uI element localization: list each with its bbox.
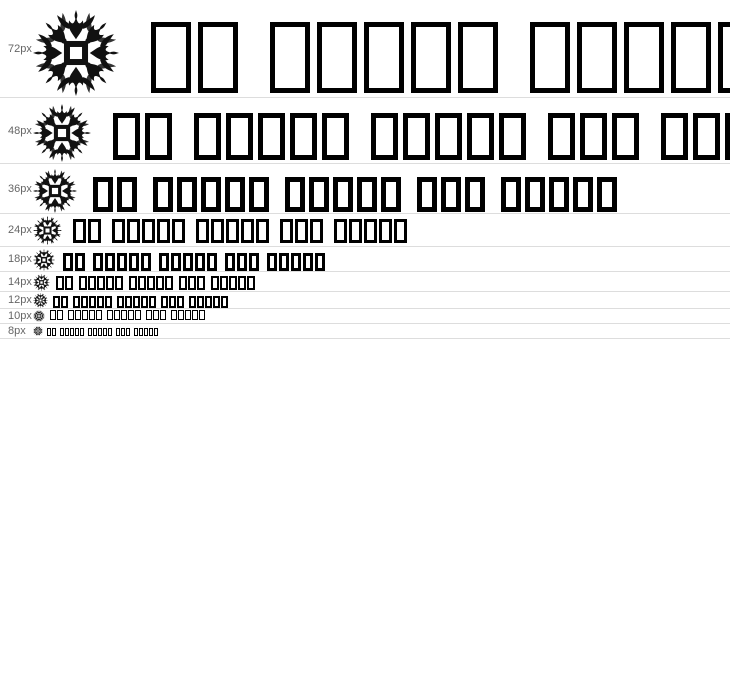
ornamental-star-icon (33, 310, 45, 322)
missing-glyph-box (458, 22, 498, 93)
size-label: 14px (8, 275, 32, 288)
glyph-word (134, 326, 158, 337)
sample-text (33, 98, 730, 163)
missing-glyph-box (197, 296, 204, 308)
glyph-word (334, 215, 407, 246)
sample-text-cell (33, 292, 730, 309)
missing-glyph-box (441, 177, 461, 212)
missing-glyph-box (322, 113, 349, 160)
sample-text (33, 272, 730, 291)
missing-glyph-box (65, 328, 69, 336)
preview-row (0, 0, 730, 98)
sample-text (33, 292, 730, 308)
size-label: 48px (8, 124, 32, 137)
missing-glyph-box (144, 328, 148, 336)
ornamental-star-icon (33, 104, 91, 162)
glyph-word (88, 326, 112, 337)
missing-glyph-box (93, 177, 113, 212)
sample-text-cell (33, 272, 730, 292)
missing-glyph-box (117, 296, 124, 308)
missing-glyph-box (249, 177, 269, 212)
missing-glyph-box (465, 177, 485, 212)
missing-glyph-box (63, 253, 73, 271)
missing-glyph-box (725, 113, 730, 160)
missing-glyph-box (394, 219, 407, 243)
missing-glyph-box (107, 310, 113, 320)
missing-glyph-box (115, 276, 123, 290)
missing-glyph-box (153, 310, 159, 320)
missing-glyph-box (80, 328, 84, 336)
glyph-word (417, 167, 485, 213)
missing-glyph-box (153, 177, 173, 212)
missing-glyph-box (195, 253, 205, 271)
missing-glyph-box (169, 296, 176, 308)
missing-glyph-box (220, 276, 228, 290)
glyph-word (79, 273, 123, 291)
glyph-word (146, 309, 166, 323)
glyph-word (93, 167, 137, 213)
missing-glyph-box (89, 310, 95, 320)
missing-glyph-box (70, 328, 74, 336)
glyph-word (171, 309, 205, 323)
missing-glyph-box (295, 219, 308, 243)
sample-text-cell (33, 309, 730, 324)
missing-glyph-box (117, 253, 127, 271)
preview-row (0, 292, 730, 309)
glyph-word (93, 248, 151, 271)
missing-glyph-box (334, 219, 347, 243)
glyph-word (285, 167, 401, 213)
missing-glyph-box (548, 113, 575, 160)
missing-glyph-box (147, 276, 155, 290)
preview-row (0, 324, 730, 339)
missing-glyph-box (129, 276, 137, 290)
missing-glyph-box (160, 310, 166, 320)
missing-glyph-box (105, 296, 112, 308)
ornamental-star-icon (33, 216, 62, 245)
sample-text (33, 247, 730, 271)
missing-glyph-box (530, 22, 570, 93)
missing-glyph-box (106, 276, 114, 290)
missing-glyph-box (381, 177, 401, 212)
missing-glyph-box (693, 113, 720, 160)
missing-glyph-box (185, 310, 191, 320)
glyph-word (530, 4, 730, 97)
missing-glyph-box (267, 253, 277, 271)
missing-glyph-box (178, 310, 184, 320)
missing-glyph-box (317, 22, 357, 93)
missing-glyph-box (661, 113, 688, 160)
sample-text-cell (33, 0, 730, 98)
missing-glyph-box (157, 219, 170, 243)
preview-row (0, 98, 730, 164)
sample-text (33, 309, 730, 323)
missing-glyph-box (171, 310, 177, 320)
glyph-word (179, 273, 205, 291)
missing-glyph-box (97, 276, 105, 290)
missing-glyph-box (237, 253, 247, 271)
missing-glyph-box (221, 296, 228, 308)
missing-glyph-box (149, 296, 156, 308)
missing-glyph-box (238, 276, 246, 290)
missing-glyph-box (718, 22, 730, 93)
missing-glyph-box (61, 296, 68, 308)
missing-glyph-box (171, 253, 181, 271)
glyph-word (189, 293, 228, 308)
glyph-word (53, 293, 68, 308)
missing-glyph-box (597, 177, 617, 212)
missing-glyph-box (141, 296, 148, 308)
sample-text-cell (33, 214, 730, 247)
glyph-word (151, 4, 238, 97)
missing-glyph-box (213, 296, 220, 308)
missing-glyph-box (88, 328, 92, 336)
missing-glyph-box (103, 328, 107, 336)
missing-glyph-box (82, 310, 88, 320)
missing-glyph-box (499, 113, 526, 160)
missing-glyph-box (50, 310, 56, 320)
missing-glyph-box (88, 276, 96, 290)
glyph-word (129, 273, 173, 291)
missing-glyph-box (467, 113, 494, 160)
sample-text-cell (33, 98, 730, 164)
missing-glyph-box (315, 253, 325, 271)
missing-glyph-box (134, 328, 138, 336)
missing-glyph-box (573, 177, 593, 212)
missing-glyph-box (671, 22, 711, 93)
missing-glyph-box (159, 253, 169, 271)
missing-glyph-box (435, 113, 462, 160)
missing-glyph-box (98, 328, 102, 336)
missing-glyph-box (75, 253, 85, 271)
missing-glyph-box (60, 328, 64, 336)
ornamental-star-icon (33, 293, 48, 308)
missing-glyph-box (121, 310, 127, 320)
missing-glyph-box (379, 219, 392, 243)
glyph-word (60, 326, 84, 337)
glyph-word (661, 101, 730, 163)
missing-glyph-box (117, 177, 137, 212)
missing-glyph-box (108, 328, 112, 336)
missing-glyph-box (577, 22, 617, 93)
missing-glyph-box (207, 253, 217, 271)
glyph-word (50, 309, 63, 323)
missing-glyph-box (116, 328, 120, 336)
missing-glyph-box (52, 328, 56, 336)
missing-glyph-box (75, 328, 79, 336)
missing-glyph-box (188, 276, 196, 290)
missing-glyph-box (624, 22, 664, 93)
missing-glyph-box (357, 177, 377, 212)
preview-row (0, 247, 730, 272)
preview-row (0, 214, 730, 247)
size-label: 36px (8, 182, 32, 195)
missing-glyph-box (371, 113, 398, 160)
missing-glyph-box (97, 296, 104, 308)
preview-row (0, 272, 730, 292)
missing-glyph-box (290, 113, 317, 160)
missing-glyph-box (127, 219, 140, 243)
missing-glyph-box (225, 177, 245, 212)
missing-glyph-box (549, 177, 569, 212)
missing-glyph-box (65, 276, 73, 290)
missing-glyph-box (303, 253, 313, 271)
sample-text-cell (33, 324, 730, 339)
missing-glyph-box (241, 219, 254, 243)
missing-glyph-box (112, 219, 125, 243)
missing-glyph-box (226, 219, 239, 243)
missing-glyph-box (135, 310, 141, 320)
missing-glyph-box (291, 253, 301, 271)
glyph-word (267, 248, 325, 271)
size-label: 72px (8, 42, 32, 55)
missing-glyph-box (56, 276, 64, 290)
missing-glyph-box (68, 310, 74, 320)
missing-glyph-box (133, 296, 140, 308)
missing-glyph-box (73, 219, 86, 243)
missing-glyph-box (211, 276, 219, 290)
glyph-word (56, 273, 73, 291)
missing-glyph-box (310, 219, 323, 243)
missing-glyph-box (364, 22, 404, 93)
missing-glyph-box (411, 22, 451, 93)
missing-glyph-box (96, 310, 102, 320)
glyph-word (211, 273, 255, 291)
missing-glyph-box (226, 113, 253, 160)
glyph-word (371, 101, 526, 163)
missing-glyph-box (199, 310, 205, 320)
missing-glyph-box (205, 296, 212, 308)
missing-glyph-box (249, 253, 259, 271)
missing-glyph-box (138, 276, 146, 290)
glyph-word (68, 309, 102, 323)
glyph-word (112, 215, 185, 246)
glyph-word (117, 293, 156, 308)
missing-glyph-box (129, 253, 139, 271)
missing-glyph-box (165, 276, 173, 290)
missing-glyph-box (89, 296, 96, 308)
glyph-word (194, 101, 349, 163)
missing-glyph-box (192, 310, 198, 320)
glyph-word (270, 4, 498, 97)
missing-glyph-box (73, 296, 80, 308)
glyph-word (548, 101, 639, 163)
missing-glyph-box (139, 328, 143, 336)
glyph-word (73, 215, 101, 246)
missing-glyph-box (349, 219, 362, 243)
glyph-word (225, 248, 259, 271)
missing-glyph-box (121, 328, 125, 336)
ornamental-star-icon (33, 10, 119, 96)
glyph-word (73, 293, 112, 308)
missing-glyph-box (156, 276, 164, 290)
missing-glyph-box (197, 276, 205, 290)
glyph-word (196, 215, 269, 246)
missing-glyph-box (142, 219, 155, 243)
missing-glyph-box (285, 177, 305, 212)
missing-glyph-box (198, 22, 238, 93)
missing-glyph-box (247, 276, 255, 290)
preview-row (0, 164, 730, 214)
ornamental-star-icon (33, 249, 55, 271)
font-size-preview-table (0, 0, 730, 339)
missing-glyph-box (126, 328, 130, 336)
missing-glyph-box (146, 310, 152, 320)
missing-glyph-box (229, 276, 237, 290)
missing-glyph-box (105, 253, 115, 271)
missing-glyph-box (189, 296, 196, 308)
missing-glyph-box (279, 253, 289, 271)
missing-glyph-box (333, 177, 353, 212)
glyph-word (63, 248, 85, 271)
missing-glyph-box (309, 177, 329, 212)
size-label: 10px (8, 310, 32, 322)
glyph-word (47, 326, 56, 337)
missing-glyph-box (225, 253, 235, 271)
missing-glyph-box (125, 296, 132, 308)
missing-glyph-box (270, 22, 310, 93)
missing-glyph-box (172, 219, 185, 243)
missing-glyph-box (145, 113, 172, 160)
missing-glyph-box (580, 113, 607, 160)
missing-glyph-box (525, 177, 545, 212)
missing-glyph-box (149, 328, 153, 336)
missing-glyph-box (417, 177, 437, 212)
glyph-word (280, 215, 323, 246)
missing-glyph-box (501, 177, 521, 212)
missing-glyph-box (151, 22, 191, 93)
missing-glyph-box (201, 177, 221, 212)
missing-glyph-box (93, 253, 103, 271)
missing-glyph-box (88, 219, 101, 243)
missing-glyph-box (141, 253, 151, 271)
missing-glyph-box (75, 310, 81, 320)
size-label: 8px (8, 325, 26, 337)
missing-glyph-box (256, 219, 269, 243)
missing-glyph-box (196, 219, 209, 243)
missing-glyph-box (53, 296, 60, 308)
size-label: 24px (8, 224, 32, 236)
missing-glyph-box (93, 328, 97, 336)
sample-text (33, 164, 730, 213)
size-label: 12px (8, 294, 32, 306)
missing-glyph-box (47, 328, 51, 336)
sample-text-cell (33, 247, 730, 272)
missing-glyph-box (57, 310, 63, 320)
missing-glyph-box (177, 296, 184, 308)
ornamental-star-icon (33, 169, 77, 213)
missing-glyph-box (114, 310, 120, 320)
ornamental-star-icon (33, 274, 50, 291)
missing-glyph-box (364, 219, 377, 243)
missing-glyph-box (403, 113, 430, 160)
missing-glyph-box (79, 276, 87, 290)
preview-row (0, 309, 730, 324)
sample-text (33, 214, 730, 246)
ornamental-star-icon (33, 326, 43, 336)
missing-glyph-box (154, 328, 158, 336)
missing-glyph-box (113, 113, 140, 160)
sample-text-cell (33, 164, 730, 214)
missing-glyph-box (81, 296, 88, 308)
missing-glyph-box (183, 253, 193, 271)
glyph-word (501, 167, 617, 213)
glyph-word (159, 248, 217, 271)
missing-glyph-box (128, 310, 134, 320)
missing-glyph-box (211, 219, 224, 243)
glyph-word (107, 309, 141, 323)
missing-glyph-box (280, 219, 293, 243)
glyph-word (113, 101, 172, 163)
glyph-word (153, 167, 269, 213)
missing-glyph-box (177, 177, 197, 212)
missing-glyph-box (612, 113, 639, 160)
missing-glyph-box (179, 276, 187, 290)
glyph-word (161, 293, 184, 308)
missing-glyph-box (258, 113, 285, 160)
glyph-word (116, 326, 130, 337)
size-label: 18px (8, 253, 32, 265)
missing-glyph-box (161, 296, 168, 308)
sample-text (33, 0, 730, 97)
missing-glyph-box (194, 113, 221, 160)
sample-text (33, 326, 730, 337)
